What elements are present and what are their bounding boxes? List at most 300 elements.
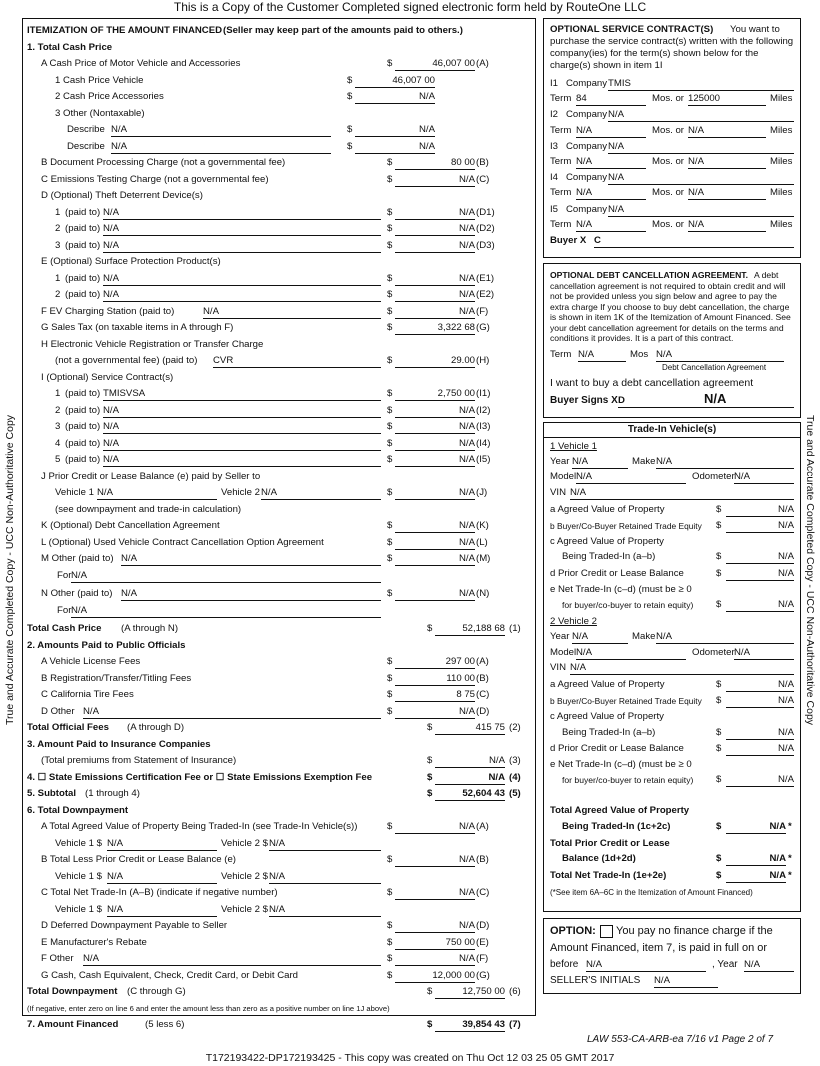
option-checkbox[interactable] <box>600 925 613 938</box>
filled-value: N/A <box>608 171 794 185</box>
line-tag: (D3) <box>476 239 495 251</box>
form-row <box>544 549 800 565</box>
form-row <box>23 852 535 868</box>
form-row <box>544 819 800 835</box>
form-row <box>23 720 535 736</box>
form-row <box>544 597 800 613</box>
total-label: Total Prior Credit or Lease <box>550 837 670 849</box>
filled-value: N/A <box>83 952 381 966</box>
total-value: 39,854 43 <box>435 1018 505 1032</box>
line-tag: (D1) <box>476 206 495 218</box>
total-label: Total Agreed Value of Property <box>550 805 690 817</box>
dollar-sign: $ <box>387 854 393 865</box>
filled-value: N/A <box>269 903 381 917</box>
filled-value: N/A <box>103 222 381 236</box>
dollar-sign: $ <box>387 437 393 449</box>
row-label: 1 <box>55 388 61 399</box>
form-row <box>23 535 535 551</box>
asterisk: * <box>788 820 792 832</box>
form-row <box>23 568 535 584</box>
form-row <box>23 902 535 918</box>
form-row <box>544 645 800 661</box>
row-label: Model <box>550 646 577 658</box>
amount-value: N/A <box>395 486 475 500</box>
row-label: Miles <box>770 218 793 230</box>
row-label: Describe <box>67 124 105 135</box>
form-row <box>23 951 535 967</box>
dollar-sign: $ <box>716 679 722 690</box>
line-tag: (2) <box>509 722 521 733</box>
filled-value: N/A <box>395 272 475 286</box>
row-label: (Total premiums from Statement of Insurance) <box>41 755 237 766</box>
dollar-sign: $ <box>716 853 722 864</box>
filled-value: N/A <box>103 272 381 286</box>
filled-value: N/A <box>734 470 794 484</box>
form-row <box>544 614 800 630</box>
line-tag: (I3) <box>476 421 491 432</box>
filled-value: N/A <box>355 90 435 104</box>
filled-value: N/A <box>586 958 706 972</box>
row-label: , Year <box>712 959 738 970</box>
filled-value: N/A <box>269 837 381 851</box>
line-tag: (1) <box>509 623 521 634</box>
row-label: c Agreed Value of Property <box>550 711 664 723</box>
filled-value: N/A <box>107 903 217 917</box>
amount-value: 46,007 00 <box>395 57 475 71</box>
option-box <box>543 918 801 994</box>
row-label: Vehicle 2 <box>221 487 260 498</box>
row-label: (A through N) <box>121 623 179 634</box>
row-label: (not a governmental fee) (paid to) <box>55 355 198 366</box>
filled-value: N/A <box>97 486 217 500</box>
dollar-sign: $ <box>387 936 393 948</box>
row-label: Term <box>550 156 572 167</box>
dollar-sign: $ <box>716 567 722 579</box>
row-label: Being Traded-In (a–b) <box>562 726 656 738</box>
row-label: For <box>57 569 72 581</box>
row-label: Miles <box>770 93 793 105</box>
form-row <box>23 56 535 72</box>
form-row <box>23 419 535 435</box>
row-label: I want to buy a debt cancellation agreement <box>550 376 754 389</box>
form-row <box>544 91 800 107</box>
dollar-sign: $ <box>716 774 722 786</box>
dollar-sign: $ <box>716 599 722 610</box>
line-tag: (7) <box>509 1019 521 1030</box>
form-row <box>23 353 535 369</box>
row-label: Vehicle 1 <box>55 487 94 498</box>
line-tag: (4) <box>509 771 521 783</box>
row-label: Vehicle 1 $ <box>55 870 102 882</box>
form-row <box>544 534 800 550</box>
row-label: 5 <box>55 454 61 465</box>
form-row <box>544 851 800 867</box>
form-row <box>23 551 535 567</box>
form-row <box>23 452 535 468</box>
row-label: 2 Cash Price Accessories <box>55 91 164 102</box>
dollar-sign: $ <box>716 503 722 515</box>
line-tag: (6) <box>509 986 521 997</box>
line-tag: (F) <box>476 953 489 964</box>
amount-value: 12,000 00 <box>395 969 475 983</box>
term-months: N/A <box>576 155 646 169</box>
dollar-sign: $ <box>387 421 393 432</box>
dollar-sign: $ <box>347 124 353 135</box>
filled-value: N/A <box>570 486 794 500</box>
form-row <box>544 139 800 155</box>
term-miles: N/A <box>688 218 766 232</box>
row-label: a Agreed Value of Property <box>550 679 665 690</box>
row-label: A Cash Price of Motor Vehicle and Accessories <box>41 58 241 69</box>
row-label: I (Optional) Service Contract(s) <box>41 371 174 383</box>
filled-value: N/A <box>395 288 475 302</box>
form-row <box>23 271 535 287</box>
form-row <box>23 106 535 122</box>
filled-value: N/A <box>570 661 794 675</box>
amount-value: 297 00 <box>395 655 475 669</box>
form-row <box>23 586 535 602</box>
filled-value: N/A <box>121 587 381 601</box>
amount-value: N/A <box>726 742 794 756</box>
form-row <box>23 205 535 221</box>
form-row <box>544 940 800 956</box>
form-row <box>544 629 800 645</box>
form-row <box>544 217 800 233</box>
form-row <box>544 957 800 973</box>
copy-created-note: T172193422-DP172193425 - This copy was created on Thu Oct 12 03 25 05 GMT 2017 <box>205 1052 615 1064</box>
form-row <box>23 753 535 769</box>
filled-value: N/A <box>261 486 381 500</box>
row-label: 3 <box>55 421 61 432</box>
section-heading: 3. Amount Paid to Insurance Companies <box>27 738 211 750</box>
row-label: Mos. or <box>652 218 684 230</box>
dollar-sign: $ <box>716 870 722 882</box>
line-tag: (E2) <box>476 289 495 300</box>
filled-value: N/A <box>656 348 784 362</box>
amount-value: N/A <box>726 519 794 533</box>
dollar-sign: $ <box>387 454 393 465</box>
amount-value: 110 00 <box>395 672 475 686</box>
row-label: extra charge If you choose to buy debt cancellation, the charge <box>550 301 790 312</box>
row-label: (see downpayment and trade-in calculation) <box>55 503 242 515</box>
form-row <box>23 320 535 336</box>
form-row <box>23 23 535 39</box>
row-label: 3 <box>55 239 61 251</box>
form-row <box>23 287 535 303</box>
row-label: 2 <box>55 223 61 234</box>
total-label: Total Downpayment <box>27 986 118 997</box>
term-months: 84 <box>576 92 646 106</box>
form-row <box>544 154 800 170</box>
amount-value: 750 00 <box>395 936 475 950</box>
filled-value: N/A <box>395 437 475 451</box>
row-label: (1 through 4) <box>85 788 140 799</box>
filled-value: CVR <box>213 354 381 368</box>
dollar-sign: $ <box>387 272 393 284</box>
filled-value: N/A <box>734 646 794 660</box>
row-label: Company <box>566 203 608 215</box>
amount-value: 80 00 <box>395 156 475 170</box>
form-row <box>23 1017 535 1033</box>
row-label: Being Traded-In (a–b) <box>562 551 656 563</box>
form-row <box>544 170 800 186</box>
dollar-sign: $ <box>427 623 433 634</box>
row-label: Year <box>550 631 570 643</box>
form-row <box>544 868 800 884</box>
dollar-sign: $ <box>387 553 393 564</box>
filled-value: N/A <box>744 958 794 972</box>
dollar-sign: $ <box>387 487 393 498</box>
dollar-sign: $ <box>387 969 393 981</box>
dollar-sign: $ <box>387 322 393 333</box>
section-heading: 5. Subtotal <box>27 788 77 799</box>
row-label: Odometer <box>692 471 735 483</box>
form-row <box>544 566 800 582</box>
form-row <box>544 803 800 819</box>
vehicle-heading: 1 Vehicle 1 <box>550 441 597 452</box>
form-row <box>544 360 800 376</box>
form-row <box>23 968 535 984</box>
line-tag: (D) <box>476 920 490 931</box>
row-label: C Total Net Trade-In (A–B) (indicate if negative number) <box>41 887 278 898</box>
total-value: 415 75 <box>435 721 505 735</box>
row-label: 1 <box>55 272 61 284</box>
form-row <box>23 885 535 901</box>
total-value: 52,604 43 <box>435 787 505 801</box>
debt-cancellation-box <box>543 263 801 418</box>
row-label: Miles <box>770 156 793 167</box>
row-label: d Prior Credit or Lease Balance <box>550 742 684 754</box>
line-tag: (F) <box>476 305 489 317</box>
note: (If negative, enter zero on line 6 and enter the amount less than zero as a positive number on line 1J above) <box>27 1003 390 1013</box>
section-title: OPTIONAL SERVICE CONTRACT(S) <box>550 24 714 35</box>
amount-value: N/A <box>395 587 475 601</box>
row-label: 4 <box>55 437 61 449</box>
row-label: Term <box>550 348 572 360</box>
dollar-sign: $ <box>387 388 393 399</box>
row-label: Term <box>550 187 572 199</box>
filled-value: N/A <box>111 140 331 154</box>
dollar-sign: $ <box>387 355 393 366</box>
form-row <box>23 836 535 852</box>
form-row <box>544 233 800 249</box>
row-label: H Electronic Vehicle Registration or Transfer Charge <box>41 338 264 350</box>
row-label: E Manufacturer's Rebate <box>41 936 147 948</box>
dollar-sign: $ <box>387 821 393 832</box>
form-row <box>544 485 800 501</box>
filled-value: N/A <box>107 837 217 851</box>
row-label: company(ies) for the term(s) shown below for the <box>550 48 759 59</box>
dollar-sign: $ <box>716 551 722 563</box>
line-tag: (I2) <box>476 404 491 416</box>
dollar-sign: $ <box>387 672 393 684</box>
dollar-sign: $ <box>387 289 393 300</box>
row-label: e Net Trade-In (c–d) (must be ≥ 0 <box>550 583 692 595</box>
row-label: Mos <box>630 348 649 360</box>
vehicle-heading: 2 Vehicle 2 <box>550 616 597 628</box>
form-row <box>23 654 535 670</box>
row-label: SELLER'S INITIALS <box>550 975 641 986</box>
filled-value: N/A <box>103 206 381 220</box>
row-label: L (Optional) Used Vehicle Contract Cancellation Option Agreement <box>41 536 324 548</box>
dollar-sign: $ <box>347 74 353 86</box>
form-row <box>23 122 535 138</box>
amount-value: N/A <box>726 820 786 834</box>
form-row <box>23 172 535 188</box>
line-tag: (B) <box>476 672 489 684</box>
form-row <box>23 485 535 501</box>
form-row <box>23 819 535 835</box>
line-tag: (C) <box>476 173 490 185</box>
row-label: for buyer/co-buyer to retain equity) <box>562 600 694 610</box>
line-tag: (C) <box>476 689 490 700</box>
row-label: Odometer <box>692 646 735 658</box>
filled-value: N/A <box>572 630 628 644</box>
row-label: not be provided unless you sign below and agree to pay the <box>550 291 777 301</box>
amount-value: 3,322 68 <box>395 321 475 335</box>
form-row <box>23 139 535 155</box>
amount-value: N/A <box>395 853 475 867</box>
row-label: cancellation agreement is not required to obtain credit and will <box>550 280 786 291</box>
form-row <box>544 757 800 773</box>
row-label: F EV Charging Station (paid to) <box>41 305 175 317</box>
dollar-sign: $ <box>387 953 393 964</box>
filled-value: N/A <box>395 420 475 434</box>
line-tag: (A) <box>476 821 489 832</box>
row-label: Vehicle 1 $ <box>55 903 102 915</box>
filled-value: N/A <box>395 222 475 236</box>
form-row <box>544 375 800 391</box>
form-row <box>23 518 535 534</box>
form-row <box>23 304 535 320</box>
dollar-sign: $ <box>387 705 393 717</box>
section-note: (Seller may keep part of the amounts paid to others.) <box>223 25 463 36</box>
line-tag: (I5) <box>476 454 491 465</box>
line-tag: (E) <box>476 936 489 948</box>
filled-value: N/A <box>576 470 686 484</box>
row-label: Vehicle 2 $ <box>221 837 268 849</box>
row-label: Company <box>566 140 608 152</box>
row-label: your debt cancellation agreement for details on the terms and <box>550 322 784 333</box>
filled-value: N/A <box>656 630 794 644</box>
row-label: (paid to) <box>65 388 101 399</box>
trade-in-title: Trade-In Vehicle(s) <box>544 423 800 438</box>
amount-value: N/A <box>726 567 794 581</box>
form-row <box>23 221 535 237</box>
amount-value: N/A <box>726 726 794 740</box>
amount-value: N/A <box>395 536 475 550</box>
line-tag: (J) <box>476 487 488 498</box>
filled-value: N/A <box>71 604 381 618</box>
form-row <box>544 725 800 741</box>
line-tag: (E1) <box>476 272 495 284</box>
dollar-sign: $ <box>427 771 433 783</box>
filled-value: N/A <box>608 140 794 154</box>
filled-value: N/A <box>576 646 686 660</box>
filled-value: N/A <box>578 348 626 362</box>
itemization-box <box>22 18 536 1030</box>
row-label: Vehicle 2 $ <box>221 870 268 882</box>
dollar-sign: $ <box>716 520 722 531</box>
section-heading: 7. Amount Financed <box>27 1019 119 1030</box>
trade-in-box <box>543 422 801 912</box>
form-row <box>23 803 535 819</box>
form-row <box>23 603 535 619</box>
row-label: G Sales Tax (on taxable items in A through F) <box>41 322 234 333</box>
amount-value: N/A <box>726 598 794 612</box>
row-label: G Cash, Cash Equivalent, Check, Credit Card, or Debit Card <box>41 969 299 981</box>
form-row <box>23 1001 535 1017</box>
form-row <box>23 386 535 402</box>
form-row <box>23 737 535 753</box>
amount-value: N/A <box>726 503 794 517</box>
amount-value: N/A <box>726 694 794 708</box>
dollar-sign: $ <box>387 656 393 667</box>
amount-value: N/A <box>395 552 475 566</box>
row-label: Mos. or <box>652 93 684 105</box>
filled-value: N/A <box>103 420 381 434</box>
term-miles: N/A <box>688 186 766 200</box>
row-label: Total Net Trade-In (1e+2e) <box>550 870 667 882</box>
filled-value: N/A <box>103 239 381 253</box>
dollar-sign: $ <box>387 588 393 599</box>
form-row <box>23 238 535 254</box>
row-label: (paid to) <box>65 454 101 465</box>
row-label: Company <box>566 109 608 121</box>
row-label: Term <box>550 218 572 230</box>
row-label: Term <box>550 93 572 105</box>
form-row <box>544 518 800 534</box>
line-tag: (3) <box>509 755 521 766</box>
row-label: for buyer/co-buyer to retain equity) <box>562 775 694 786</box>
form-row <box>23 337 535 353</box>
document-header: This is a Copy of the Customer Completed signed electronic form held by RouteOne LLC <box>173 0 647 14</box>
amount-value: N/A <box>726 773 794 787</box>
form-row <box>544 202 800 218</box>
dollar-sign: $ <box>387 58 393 69</box>
line-tag: (G) <box>476 969 490 981</box>
asterisk: * <box>788 853 792 864</box>
row-label: F Other <box>41 953 74 964</box>
total-value: 12,750 00 <box>435 985 505 999</box>
row-label: b Buyer/Co-Buyer Retained Trade Equity <box>550 521 702 531</box>
form-row <box>23 704 535 720</box>
form-row <box>544 123 800 139</box>
row-label: Year <box>550 456 570 468</box>
row-label: I4 <box>550 172 559 184</box>
dollar-sign: $ <box>387 157 393 168</box>
line-tag: (H) <box>476 355 490 366</box>
filled-value: N/A <box>103 437 381 451</box>
amount-value: N/A <box>726 869 786 883</box>
filled-value: N/A <box>395 206 475 220</box>
form-row <box>544 973 800 989</box>
row-label: c Agreed Value of Property <box>550 536 664 548</box>
dollar-sign: $ <box>387 536 393 548</box>
amount-value: N/A <box>726 852 786 866</box>
form-row <box>23 89 535 105</box>
form-row <box>544 454 800 470</box>
form-row <box>544 836 800 852</box>
form-row <box>544 677 800 693</box>
row-label: 2 <box>55 404 61 416</box>
dollar-sign: $ <box>387 206 393 218</box>
form-row <box>544 582 800 598</box>
form-row <box>23 770 535 786</box>
filled-value: N/A <box>395 404 475 418</box>
form-row <box>544 741 800 757</box>
term-months: N/A <box>576 218 646 232</box>
